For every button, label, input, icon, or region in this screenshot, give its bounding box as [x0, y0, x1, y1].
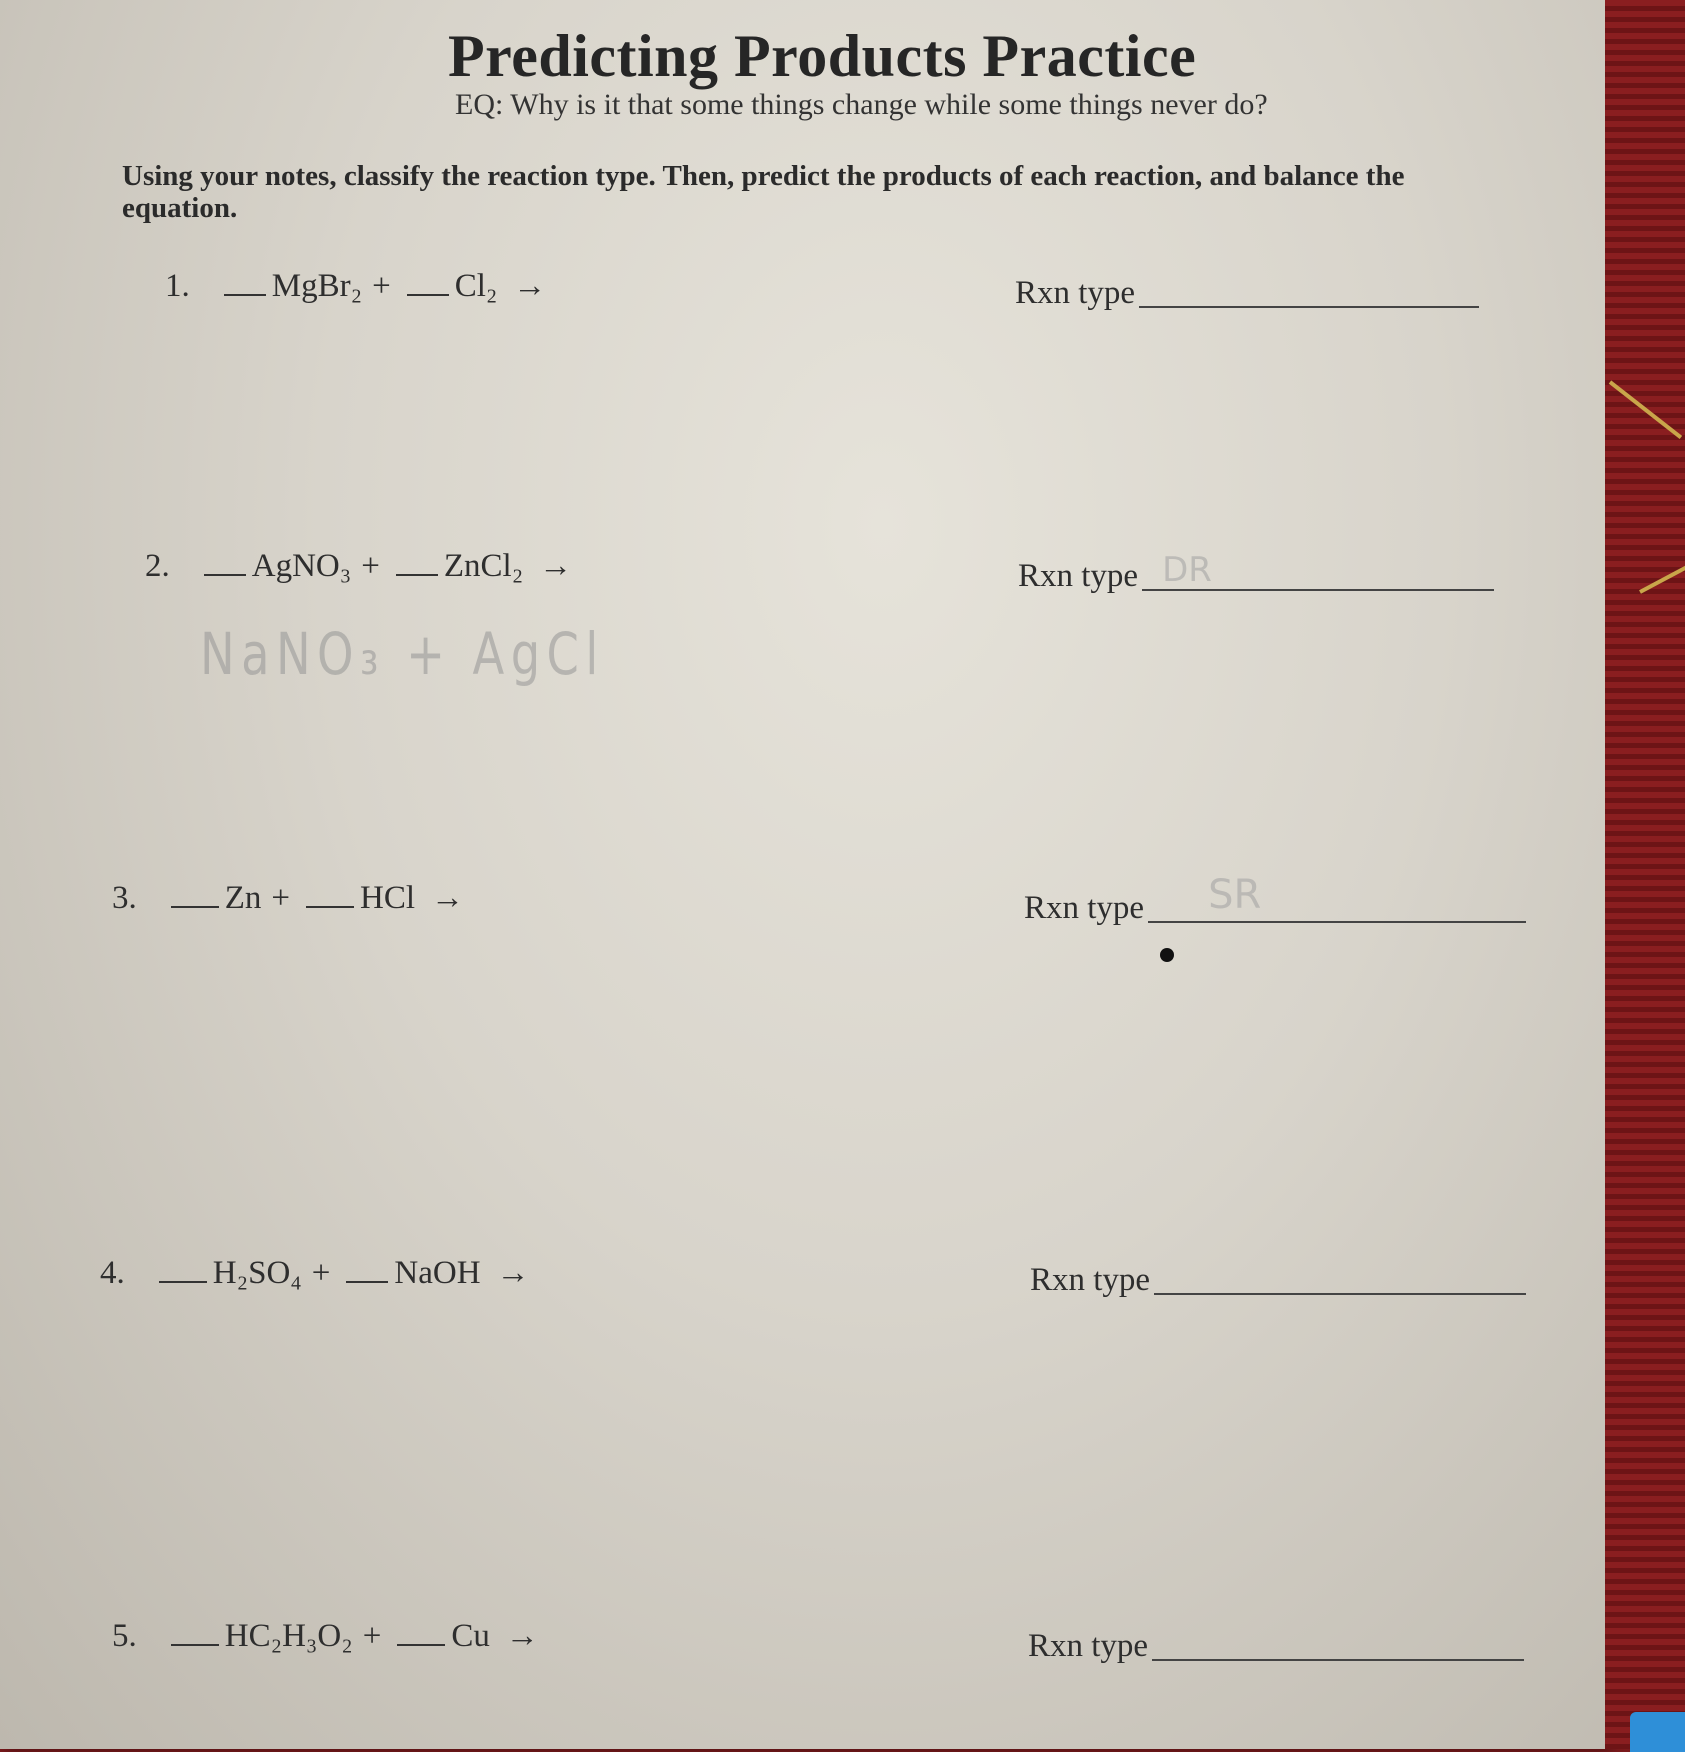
rxn-type-label: Rxn type [1030, 1262, 1151, 1298]
blue-object-corner [1630, 1712, 1685, 1752]
handwritten-products: NaNO₃ + AgCl [200, 620, 605, 688]
rxn-type-label: Rxn type [1015, 275, 1136, 311]
reactant-2: ZnCl₂ [443, 548, 524, 584]
problem-1 [165, 268, 546, 305]
reactant-2: HCl [360, 880, 416, 916]
rxn-type-answer-line[interactable] [1154, 1292, 1526, 1295]
problem-2 [145, 548, 572, 585]
handwritten-rxn-type: DR [1162, 550, 1212, 590]
problem-3 [112, 880, 464, 917]
rxn-type-3 [1024, 872, 1526, 927]
handwritten-rxn-type: SR [1208, 872, 1262, 918]
plus-sign: + [372, 268, 391, 304]
rxn-type-5 [1028, 1628, 1524, 1665]
coefficient-blank[interactable] [346, 1280, 388, 1283]
yields-arrow: → [539, 548, 573, 584]
coefficient-blank[interactable] [171, 1643, 219, 1646]
rxn-type-answer-line[interactable] [1139, 305, 1479, 308]
problem-5 [112, 1618, 539, 1655]
yields-arrow: → [496, 1255, 530, 1291]
fabric-background [1605, 0, 1685, 1749]
problem-number: 3. [112, 880, 137, 916]
reactant-2: Cl₂ [454, 268, 498, 304]
plus-sign: + [311, 1255, 331, 1291]
coefficient-blank[interactable] [397, 1643, 445, 1646]
problem-number: 5. [112, 1618, 137, 1654]
problem-number: 1. [165, 268, 190, 304]
rxn-type-label: Rxn type [1024, 890, 1145, 926]
reactant-1: AgNO₃ [251, 548, 352, 584]
plus-sign: + [362, 1618, 382, 1654]
coefficient-blank[interactable] [224, 293, 266, 296]
rxn-type-label: Rxn type [1018, 558, 1139, 594]
rxn-type-2 [1018, 550, 1494, 595]
reactant-1: MgBr₂ [271, 268, 363, 304]
rxn-type-answer-line[interactable] [1142, 550, 1494, 591]
problem-number: 4. [100, 1255, 125, 1291]
reactant-1: HC₂H₃O₂ [224, 1618, 353, 1654]
yields-arrow: → [431, 880, 465, 916]
rxn-type-1 [1015, 275, 1479, 312]
reactant-1: H₂SO₄ [212, 1255, 302, 1291]
problem-4 [100, 1255, 530, 1292]
reactant-2: Cu [451, 1618, 490, 1654]
reactant-2: NaOH [394, 1255, 481, 1291]
coefficient-blank[interactable] [204, 573, 246, 576]
coefficient-blank[interactable] [306, 905, 354, 908]
rxn-type-answer-line[interactable] [1152, 1658, 1524, 1661]
yields-arrow: → [513, 268, 547, 304]
rxn-type-answer-line[interactable] [1148, 872, 1526, 923]
reactant-1: Zn [224, 880, 262, 916]
yields-arrow: → [505, 1618, 539, 1654]
ink-dot [1160, 948, 1174, 962]
coefficient-blank[interactable] [396, 573, 438, 576]
rxn-type-4 [1030, 1262, 1526, 1299]
instructions: Using your notes, classify the reaction type. Then, predict the products of each reaction, and balance the equation. [122, 160, 1405, 224]
rxn-type-label: Rxn type [1028, 1628, 1149, 1664]
worksheet-title: Predicting Products Practice [448, 23, 1197, 89]
coefficient-blank[interactable] [159, 1280, 207, 1283]
plus-sign: + [271, 880, 291, 916]
problem-number: 2. [145, 548, 170, 584]
essential-question: EQ: Why is it that some things change while some things never do? [455, 88, 1268, 121]
plus-sign: + [361, 548, 380, 584]
coefficient-blank[interactable] [171, 905, 219, 908]
coefficient-blank[interactable] [407, 293, 449, 296]
